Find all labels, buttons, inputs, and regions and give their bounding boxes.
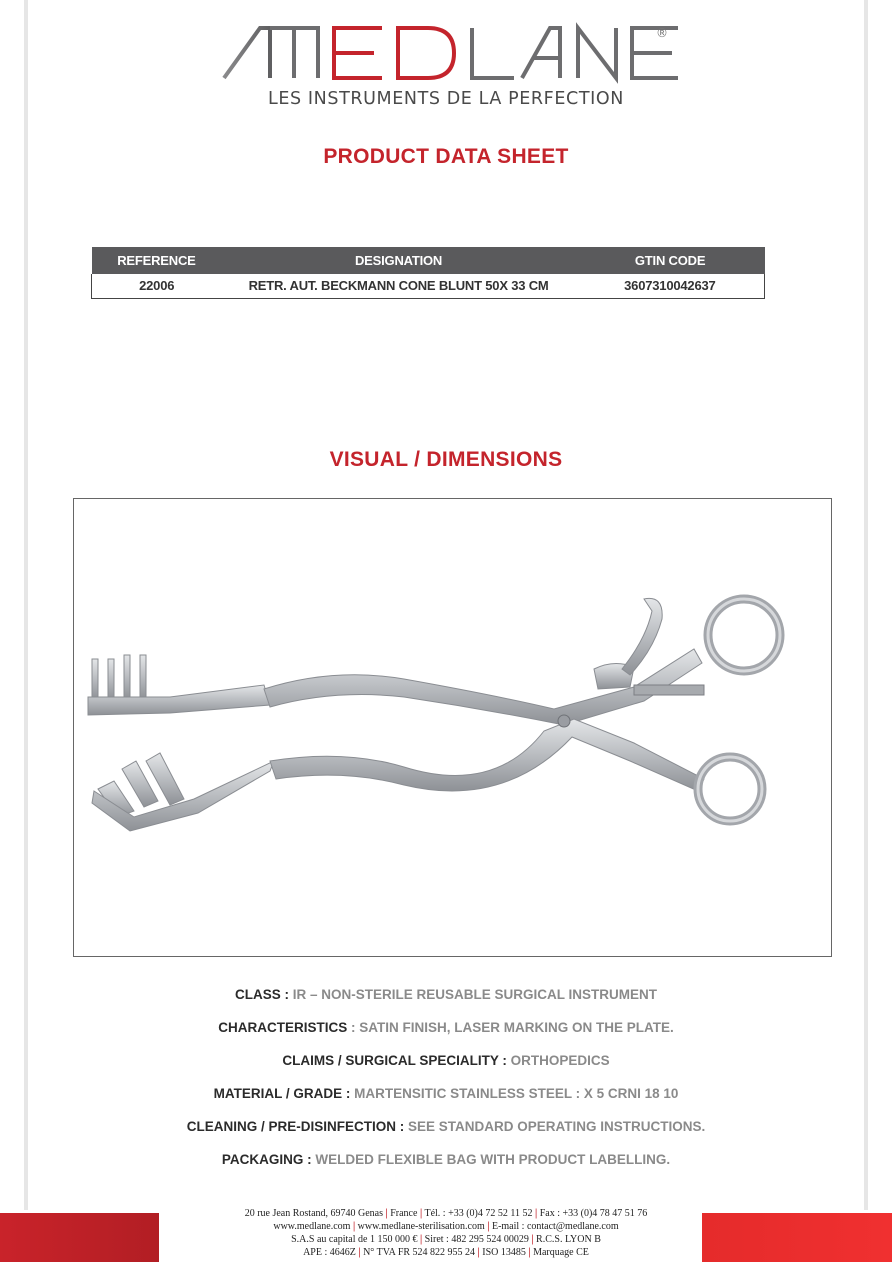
spec-cleaning: [0, 1116, 892, 1149]
footer-country: France: [390, 1208, 418, 1219]
spec-label: MATERIAL / GRADE :: [213, 1086, 351, 1101]
footer-separator: |: [487, 1221, 490, 1232]
product-data-title: PRODUCT DATA SHEET: [323, 145, 569, 168]
product-reference-table: [91, 247, 765, 299]
footer-sterilisation-link[interactable]: www.medlane-sterilisation.com: [357, 1221, 485, 1232]
footer-email-link[interactable]: E-mail : contact@medlane.com: [491, 1221, 619, 1232]
table-header-row: [92, 247, 765, 274]
footer-registration-line: [0, 1246, 892, 1259]
footer-separator: |: [477, 1247, 480, 1258]
footer-address: 20 rue Jean Rostand, 69740 Genas: [244, 1208, 384, 1219]
spec-class: [0, 984, 892, 1017]
footer-siret: Siret : 482 295 524 00029: [424, 1234, 529, 1245]
spec-value: WELDED FLEXIBLE BAG WITH PRODUCT LABELLING.: [311, 1152, 671, 1167]
footer-separator: |: [385, 1208, 388, 1219]
footer-separator: |: [531, 1234, 534, 1245]
footer-ape: APE : 4646Z: [303, 1247, 356, 1258]
footer-rcs: R.C.S. LYON B: [536, 1234, 601, 1245]
footer-fax: Fax : +33 (0)4 78 47 51 76: [539, 1208, 648, 1219]
spec-characteristics: [0, 1017, 892, 1050]
footer-legal-line: [0, 1233, 892, 1246]
visual-dimensions-title: VISUAL / DIMENSIONS: [329, 448, 563, 471]
header-gtin: GTIN CODE: [576, 247, 765, 274]
registered-mark: ®: [656, 26, 668, 40]
footer-separator: |: [528, 1247, 531, 1258]
footer-separator: |: [358, 1247, 361, 1258]
footer-ce-mark: Marquage CE: [533, 1247, 589, 1258]
footer-separator: |: [419, 1234, 423, 1245]
spec-label: PACKAGING :: [221, 1152, 312, 1167]
retractor-illustration: [74, 499, 830, 955]
spec-value: SEE STANDARD OPERATING INSTRUCTIONS.: [404, 1119, 706, 1134]
spec-list: [0, 984, 892, 1182]
footer-separator: |: [535, 1208, 538, 1219]
header-reference: REFERENCE: [92, 247, 222, 274]
header-designation: DESIGNATION: [221, 247, 575, 274]
cell-designation: RETR. AUT. BECKMANN CONE BLUNT 50X 33 CM: [221, 274, 575, 298]
spec-label: CLASS :: [234, 987, 289, 1002]
spec-claims: [0, 1050, 892, 1083]
footer-separator: |: [352, 1221, 356, 1232]
footer-phone: Tél. : +33 (0)4 72 52 11 52: [424, 1208, 533, 1219]
medlane-logo: [222, 22, 682, 84]
footer-capital: S.A.S au capital de 1 150 000 €: [291, 1234, 418, 1245]
company-footer: [0, 1207, 892, 1259]
spec-label: CHARACTERISTICS: [218, 1020, 348, 1035]
cell-reference: 22006: [92, 274, 222, 298]
spec-value: IR – NON-STERILE REUSABLE SURGICAL INSTRUMENT: [288, 987, 658, 1002]
spec-value: ORTHOPEDICS: [506, 1053, 610, 1068]
spec-value: MARTENSITIC STAINLESS STEEL : X 5 CRNI 18 10: [350, 1086, 679, 1101]
brand-tagline: LES INSTRUMENTS DE LA PERFECTION: [268, 89, 624, 109]
footer-separator: |: [419, 1208, 423, 1219]
footer-web-line: [0, 1220, 892, 1233]
table-row: [92, 274, 765, 298]
product-image-frame: [73, 498, 832, 957]
spec-label: CLEANING / PRE-DISINFECTION :: [186, 1119, 405, 1134]
footer-website-link[interactable]: www.medlane.com: [273, 1221, 351, 1232]
cell-gtin: 3607310042637: [576, 274, 765, 298]
spec-label: CLAIMS / SURGICAL SPECIALITY :: [282, 1053, 507, 1068]
footer-tva: N° TVA FR 524 822 955 24: [363, 1247, 476, 1258]
spec-material: [0, 1083, 892, 1116]
spec-value: : SATIN FINISH, LASER MARKING ON THE PLATE.: [347, 1020, 674, 1035]
spec-packaging: [0, 1149, 892, 1182]
footer-iso: ISO 13485: [482, 1247, 526, 1258]
footer-address-line: [0, 1207, 892, 1220]
